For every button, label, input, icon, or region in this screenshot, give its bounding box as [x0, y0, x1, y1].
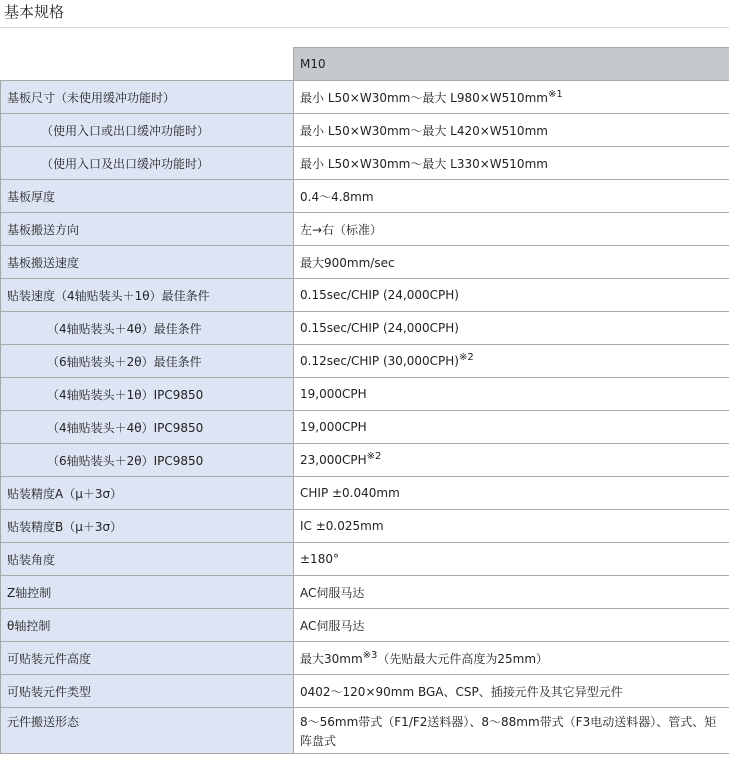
row-value	[294, 345, 729, 378]
table-row	[1, 147, 729, 180]
table-row	[1, 180, 729, 213]
row-value	[294, 642, 729, 675]
table-row	[1, 543, 729, 576]
row-value: 0.15sec/CHIP (24,000CPH)	[294, 312, 729, 345]
row-value: IC ±0.025mm	[294, 510, 729, 543]
table-header-row	[1, 48, 729, 81]
row-label: （使用入口或出口缓冲功能时）	[1, 114, 294, 147]
table-row	[1, 642, 729, 675]
row-value: 19,000CPH	[294, 378, 729, 411]
page-title: 基本规格	[0, 0, 729, 28]
row-label: 贴装角度	[1, 543, 294, 576]
footnote-mark: ※3	[362, 649, 378, 661]
table-row	[1, 708, 729, 754]
footnote-mark: ※2	[458, 352, 474, 363]
table-row	[1, 609, 729, 642]
table-row	[1, 576, 729, 609]
row-value	[294, 444, 729, 477]
table-row	[1, 378, 729, 411]
row-label: 基板搬送方向	[1, 213, 294, 246]
row-value: 最大900mm/sec	[294, 246, 729, 279]
footnote-mark: ※2	[366, 451, 382, 462]
footnote-mark: ※1	[547, 88, 563, 100]
header-blank-cell	[1, 48, 294, 81]
row-value: 0.4～4.8mm	[294, 180, 729, 213]
row-value: AC伺服马达	[294, 609, 729, 642]
row-value: 最小 L50×W30mm～最大 L330×W510mm	[294, 147, 729, 180]
row-label: （4轴贴装头＋4θ）最佳条件	[1, 312, 294, 345]
row-value: AC伺服马达	[294, 576, 729, 609]
row-label: 元件搬送形态	[1, 708, 294, 754]
row-label: （4轴贴装头＋4θ）IPC9850	[1, 411, 294, 444]
table-row	[1, 345, 729, 378]
row-value: ±180°	[294, 543, 729, 576]
model-header: M10	[294, 48, 729, 81]
value-text: 0.12sec/CHIP (30,000CPH)	[300, 354, 459, 368]
row-value: CHIP ±0.040mm	[294, 477, 729, 510]
value-text: 最小 L50×W30mm～最大 L980×W510mm	[300, 90, 548, 105]
row-value: 8～56mm带式（F1/F2送料器）、8～88mm带式（F3电动送料器）、管式、矩阵盘式	[294, 708, 729, 754]
row-label: （6轴贴装头＋2θ）IPC9850	[1, 444, 294, 477]
table-row	[1, 411, 729, 444]
table-row	[1, 114, 729, 147]
row-value: 0.15sec/CHIP (24,000CPH)	[294, 279, 729, 312]
row-label: 贴装精度A（μ＋3σ）	[1, 477, 294, 510]
row-label: Z轴控制	[1, 576, 294, 609]
table-row	[1, 279, 729, 312]
table-row	[1, 510, 729, 543]
row-value: 19,000CPH	[294, 411, 729, 444]
row-value: 0402～120×90mm BGA、CSP、插接元件及其它异型元件	[294, 675, 729, 708]
table-row	[1, 477, 729, 510]
row-label: 基板厚度	[1, 180, 294, 213]
value-text: 最大30mm	[300, 651, 363, 666]
row-label: （4轴贴装头＋1θ）IPC9850	[1, 378, 294, 411]
table-row	[1, 312, 729, 345]
table-row	[1, 675, 729, 708]
row-label: 贴装速度（4轴贴装头＋1θ）最佳条件	[1, 279, 294, 312]
row-label: 可贴装元件类型	[1, 675, 294, 708]
spec-table	[0, 47, 729, 754]
row-label: θ轴控制	[1, 609, 294, 642]
row-value: 左→右（标准）	[294, 213, 729, 246]
row-label: （6轴贴装头＋2θ）最佳条件	[1, 345, 294, 378]
table-row	[1, 213, 729, 246]
value-text: 23,000CPH	[300, 453, 367, 467]
row-label: 贴装精度B（μ＋3σ）	[1, 510, 294, 543]
spacer	[0, 28, 729, 47]
row-value	[294, 81, 729, 114]
row-label: 可贴装元件高度	[1, 642, 294, 675]
value-suffix: （先贴最大元件高度为25mm）	[377, 651, 549, 666]
table-row	[1, 444, 729, 477]
row-label: 基板尺寸（未使用缓冲功能时）	[1, 81, 294, 114]
table-row	[1, 81, 729, 114]
row-label: 基板搬送速度	[1, 246, 294, 279]
table-row	[1, 246, 729, 279]
row-value: 最小 L50×W30mm～最大 L420×W510mm	[294, 114, 729, 147]
row-label: （使用入口及出口缓冲功能时）	[1, 147, 294, 180]
